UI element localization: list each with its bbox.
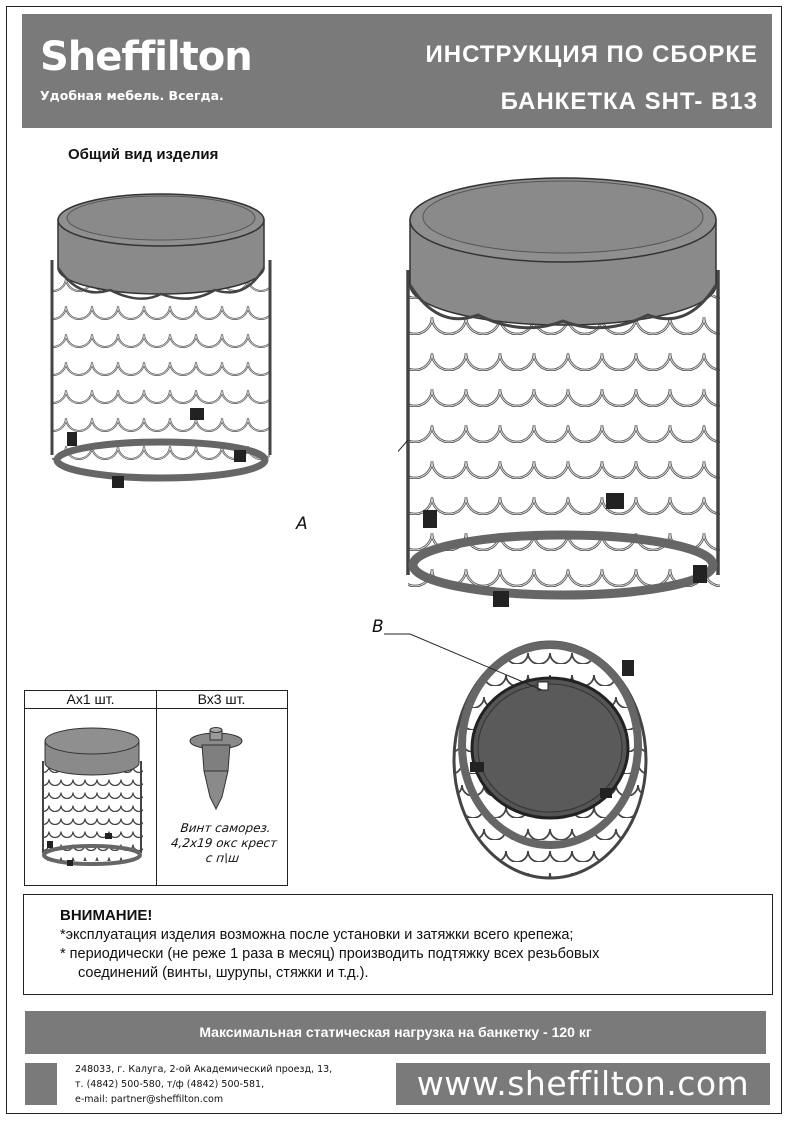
warning-title: ВНИМАНИЕ! [60,907,153,924]
overview-stool-illustration [40,180,280,505]
part-a-stool-icon [37,721,147,876]
parts-table [24,690,288,886]
part-a-label: Ах1 шт. [25,691,156,709]
address-line-1: 248033, г. Калуга, 2-ой Академический проезд, 13, [75,1064,333,1075]
screw-desc-line-2: 4,2х19 окс крест [170,836,278,850]
website-link[interactable]: www.sheffilton.com [396,1063,770,1105]
warning-line-1: *эксплуатация изделия возможна после установки и затяжки всего крепежа; [60,927,574,943]
screw-icon [188,727,248,818]
screw-desc-line-1: Винт саморез. [179,821,272,835]
doc-title: ИНСТРУКЦИЯ ПО СБОРКЕ [425,41,758,68]
address-line-2: т. (4842) 500-580, т/ф (4842) 500-581, [75,1079,265,1090]
brand-logo: Sheffilton [40,34,252,80]
screw-description [162,821,287,866]
main-stool-illustration [398,155,728,620]
warning-box [23,894,773,995]
warning-line-3: соединений (винты, шурупы, стяжки и т.д.). [78,965,369,981]
callout-b: B [372,617,384,637]
warning-line-2: * периодически (не реже 1 раза в месяц) производить подтяжку всех резьбовых [60,946,600,962]
callout-b-leader [384,630,554,705]
brand-slogan: Удобная мебель. Всегда. [40,88,224,103]
address-line-3: e-mail: partner@sheffilton.com [75,1094,224,1105]
part-a-column [25,691,157,885]
overview-title: Общий вид изделия [68,146,219,163]
screw-desc-line-3: с п\ш [205,851,240,865]
part-b-label: Вх3 шт. [156,691,287,709]
max-load-note: Максимальная статическая нагрузка на банкетку - 120 кг [25,1011,766,1054]
product-title: БАНКЕТКА SHT- B13 [500,88,758,115]
footer-grey-square [25,1063,57,1105]
callout-a: A [296,514,308,534]
part-b-column [156,691,287,885]
